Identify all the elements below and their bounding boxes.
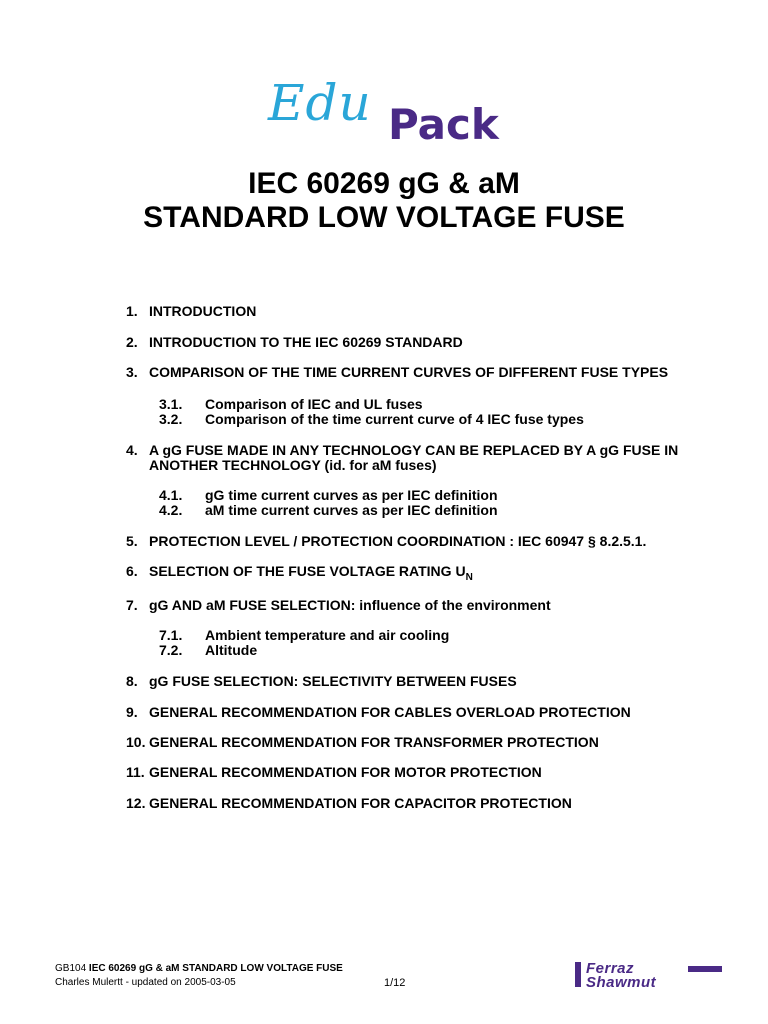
toc-number: 3.1. bbox=[159, 396, 183, 412]
toc-number: 2. bbox=[126, 334, 138, 350]
toc-text: INTRODUCTION TO THE IEC 60269 STANDARD bbox=[149, 334, 463, 350]
toc-number: 1. bbox=[126, 303, 138, 319]
toc-text: Comparison of the time current curve of 4 IEC fuse types bbox=[205, 411, 584, 427]
toc-text: GENERAL RECOMMENDATION FOR CAPACITOR PROTECTION bbox=[149, 795, 572, 811]
logo-edu: Edu bbox=[268, 74, 372, 132]
toc-number: 4. bbox=[126, 442, 138, 458]
document-title-line1: IEC 60269 gG & aM bbox=[248, 167, 520, 200]
toc-text: A gG FUSE MADE IN ANY TECHNOLOGY CAN BE REPLACED BY A gG FUSE IN bbox=[149, 442, 679, 458]
toc-number: 11. bbox=[126, 764, 145, 780]
toc-text: GENERAL RECOMMENDATION FOR CABLES OVERLOAD PROTECTION bbox=[149, 704, 631, 720]
toc-text: INTRODUCTION bbox=[149, 303, 257, 319]
toc-number: 9. bbox=[126, 704, 138, 720]
toc-text: gG FUSE SELECTION: SELECTIVITY BETWEEN FUSES bbox=[149, 673, 517, 689]
footer-code: GB104 bbox=[55, 963, 87, 974]
toc-number: 7. bbox=[126, 597, 138, 613]
toc-number: 8. bbox=[126, 673, 138, 689]
toc-text: GENERAL RECOMMENDATION FOR TRANSFORMER PROTECTION bbox=[149, 734, 599, 750]
toc-number: 5. bbox=[126, 533, 138, 549]
footer-author: Charles Mulertt - updated on 2005-03-05 bbox=[55, 977, 236, 988]
toc-number: 12. bbox=[126, 795, 146, 811]
toc-number: 7.1. bbox=[159, 627, 183, 643]
toc-text bbox=[149, 563, 473, 582]
toc-text-subscript: N bbox=[465, 572, 473, 583]
toc-text: Comparison of IEC and UL fuses bbox=[205, 396, 423, 412]
toc-text-main: SELECTION OF THE FUSE VOLTAGE RATING U bbox=[149, 563, 466, 579]
logo-bar-horizontal bbox=[688, 966, 722, 972]
toc-number: 4.2. bbox=[159, 502, 183, 518]
toc-text: Altitude bbox=[205, 642, 258, 658]
footer-title-line bbox=[55, 963, 343, 974]
toc-text: gG time current curves as per IEC definition bbox=[205, 487, 498, 503]
toc-text: aM time current curves as per IEC definition bbox=[205, 502, 498, 518]
document-title-line2: STANDARD LOW VOLTAGE FUSE bbox=[143, 201, 625, 234]
logo-bar-vertical bbox=[575, 962, 581, 987]
toc-number: 3. bbox=[126, 364, 138, 380]
logo-ferraz: Ferraz bbox=[586, 960, 635, 977]
footer-page-number: 1/12 bbox=[384, 977, 406, 989]
footer-doc-title: IEC 60269 gG & aM STANDARD LOW VOLTAGE FUSE bbox=[88, 963, 343, 974]
toc-text: COMPARISON OF THE TIME CURRENT CURVES OF DIFFERENT FUSE TYPES bbox=[149, 364, 669, 380]
toc-number: 6. bbox=[126, 563, 138, 579]
toc-number: 4.1. bbox=[159, 487, 183, 503]
logo-shawmut: Shawmut bbox=[586, 974, 657, 991]
toc-text-line2: ANOTHER TECHNOLOGY (id. for aM fuses) bbox=[149, 457, 437, 473]
toc-text: PROTECTION LEVEL / PROTECTION COORDINATION : IEC 60947 § 8.2.5.1. bbox=[149, 533, 647, 549]
toc-number: 10. bbox=[126, 734, 146, 750]
toc-text: Ambient temperature and air cooling bbox=[205, 627, 450, 643]
logo-pack: Pack bbox=[388, 100, 499, 149]
toc-text: GENERAL RECOMMENDATION FOR MOTOR PROTECTION bbox=[149, 764, 542, 780]
toc-number: 7.2. bbox=[159, 642, 183, 658]
toc-number: 3.2. bbox=[159, 411, 183, 427]
toc-text: gG AND aM FUSE SELECTION: influence of the environment bbox=[149, 597, 551, 613]
